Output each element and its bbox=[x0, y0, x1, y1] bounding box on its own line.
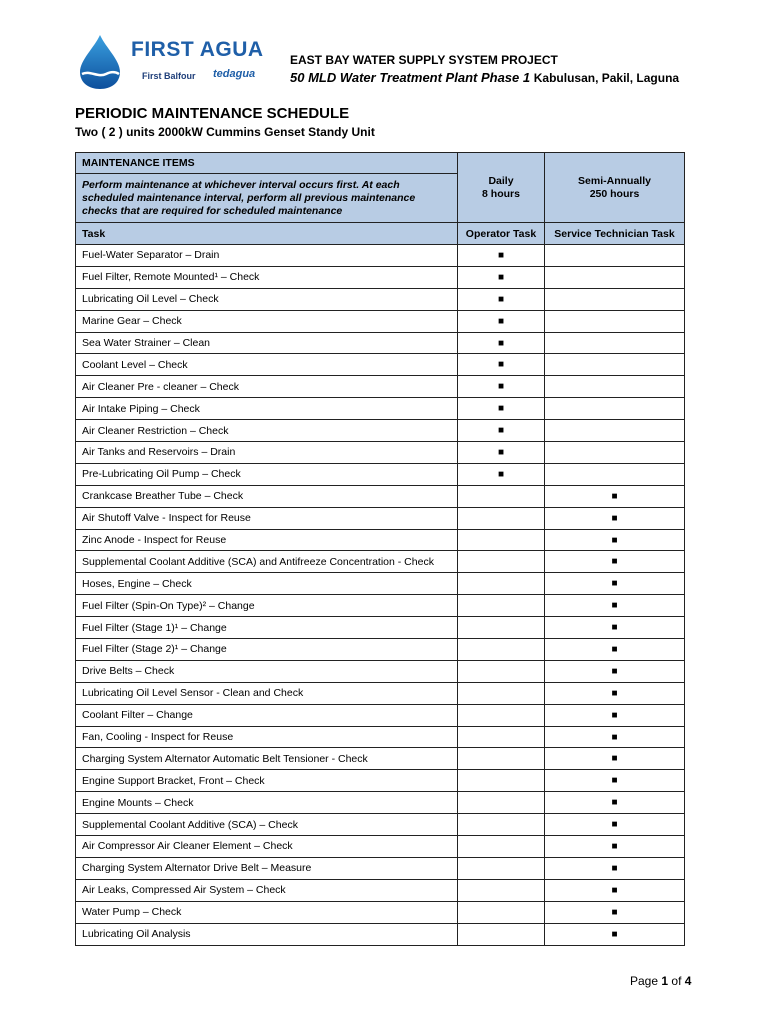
service-technician-cell bbox=[545, 879, 685, 901]
task-cell: Air Leaks, Compressed Air System – Check bbox=[76, 879, 458, 901]
operator-task-cell bbox=[458, 923, 545, 945]
project-subtitle bbox=[290, 70, 679, 85]
logo-partner-tedagua: tedagua bbox=[213, 68, 256, 80]
task-cell: Lubricating Oil Level Sensor - Clean and Check bbox=[76, 682, 458, 704]
service-technician-cell bbox=[545, 485, 685, 507]
checkmark-square-icon: ■ bbox=[497, 381, 505, 393]
service-technician-cell bbox=[545, 770, 685, 792]
task-cell: Lubricating Oil Level – Check bbox=[76, 288, 458, 310]
checkmark-square-icon: ■ bbox=[497, 293, 505, 305]
table-row bbox=[76, 770, 685, 792]
interval-daily-label: Daily bbox=[488, 174, 514, 187]
checkmark-square-icon: ■ bbox=[611, 862, 618, 874]
task-cell: Air Cleaner Restriction – Check bbox=[76, 420, 458, 442]
table-row bbox=[76, 310, 685, 332]
checkmark-square-icon: ■ bbox=[497, 446, 505, 458]
table-row bbox=[76, 529, 685, 551]
operator-task-cell bbox=[458, 792, 545, 814]
section-title-cell: MAINTENANCE ITEMS bbox=[76, 153, 458, 174]
service-technician-cell bbox=[545, 923, 685, 945]
operator-task-cell bbox=[458, 704, 545, 726]
checkmark-square-icon: ■ bbox=[611, 600, 618, 612]
operator-task-cell bbox=[458, 288, 545, 310]
interval-daily-hours: 8 hours bbox=[482, 187, 520, 200]
table-row bbox=[76, 485, 685, 507]
operator-task-cell bbox=[458, 463, 545, 485]
service-technician-cell bbox=[545, 420, 685, 442]
task-cell: Hoses, Engine – Check bbox=[76, 573, 458, 595]
company-logo bbox=[76, 34, 276, 94]
task-cell: Engine Support Bracket, Front – Check bbox=[76, 770, 458, 792]
interval-semiannual-hours: 250 hours bbox=[589, 187, 640, 200]
task-cell: Fuel Filter (Spin-On Type)² – Change bbox=[76, 595, 458, 617]
service-technician-cell bbox=[545, 288, 685, 310]
operator-task-column-header: Operator Task bbox=[458, 223, 545, 245]
operator-task-cell bbox=[458, 529, 545, 551]
interval-daily-header bbox=[458, 153, 545, 223]
service-technician-cell bbox=[545, 463, 685, 485]
table-row bbox=[76, 354, 685, 376]
task-cell: Air Intake Piping – Check bbox=[76, 398, 458, 420]
task-cell: Fan, Cooling - Inspect for Reuse bbox=[76, 726, 458, 748]
checkmark-square-icon: ■ bbox=[611, 819, 618, 831]
page-current: 1 bbox=[661, 974, 669, 988]
table-row bbox=[76, 442, 685, 464]
table-row bbox=[76, 288, 685, 310]
task-cell: Charging System Alternator Drive Belt – Measure bbox=[76, 857, 458, 879]
service-technician-cell bbox=[545, 639, 685, 661]
service-technician-column-header: Service Technician Task bbox=[545, 223, 685, 245]
table-row bbox=[76, 245, 685, 267]
service-technician-cell bbox=[545, 792, 685, 814]
operator-task-cell bbox=[458, 266, 545, 288]
operator-task-cell bbox=[458, 376, 545, 398]
service-technician-cell bbox=[545, 595, 685, 617]
checkmark-square-icon: ■ bbox=[611, 687, 618, 699]
operator-task-cell bbox=[458, 617, 545, 639]
operator-task-cell bbox=[458, 245, 545, 267]
task-cell: Fuel Filter (Stage 2)¹ – Change bbox=[76, 639, 458, 661]
checkmark-square-icon: ■ bbox=[611, 906, 618, 918]
table-row bbox=[76, 704, 685, 726]
checkmark-square-icon: ■ bbox=[497, 425, 505, 437]
checkmark-square-icon: ■ bbox=[497, 403, 505, 415]
service-technician-cell bbox=[545, 682, 685, 704]
operator-task-cell bbox=[458, 660, 545, 682]
service-technician-cell bbox=[545, 704, 685, 726]
table-row bbox=[76, 376, 685, 398]
table-row bbox=[76, 595, 685, 617]
service-technician-cell bbox=[545, 245, 685, 267]
checkmark-square-icon: ■ bbox=[497, 359, 505, 371]
project-title: EAST BAY WATER SUPPLY SYSTEM PROJECT bbox=[290, 53, 558, 67]
operator-task-cell bbox=[458, 814, 545, 836]
operator-task-cell bbox=[458, 485, 545, 507]
task-cell: Lubricating Oil Analysis bbox=[76, 923, 458, 945]
table-row bbox=[76, 507, 685, 529]
interval-semiannual-label: Semi-Annually bbox=[578, 174, 651, 187]
service-technician-cell bbox=[545, 857, 685, 879]
table-row bbox=[76, 420, 685, 442]
logo-partner-first-balfour: First Balfour bbox=[142, 71, 196, 81]
checkmark-square-icon: ■ bbox=[611, 622, 618, 634]
checkmark-square-icon: ■ bbox=[611, 490, 618, 502]
task-cell: Marine Gear – Check bbox=[76, 310, 458, 332]
service-technician-cell bbox=[545, 529, 685, 551]
plant-location: Kabulusan, Pakil, Laguna bbox=[533, 71, 680, 85]
table-row bbox=[76, 748, 685, 770]
task-cell: Drive Belts – Check bbox=[76, 660, 458, 682]
operator-task-cell bbox=[458, 573, 545, 595]
table-row bbox=[76, 398, 685, 420]
operator-task-cell bbox=[458, 748, 545, 770]
task-cell: Fuel Filter, Remote Mounted¹ – Check bbox=[76, 266, 458, 288]
operator-task-cell bbox=[458, 770, 545, 792]
task-cell: Air Compressor Air Cleaner Element – Check bbox=[76, 836, 458, 858]
service-technician-cell bbox=[545, 442, 685, 464]
table-row bbox=[76, 551, 685, 573]
task-cell: Supplemental Coolant Additive (SCA) and Antifreeze Concentration - Check bbox=[76, 551, 458, 573]
checkmark-square-icon: ■ bbox=[611, 512, 618, 524]
checkmark-square-icon: ■ bbox=[611, 840, 618, 852]
table-row bbox=[76, 573, 685, 595]
checkmark-square-icon: ■ bbox=[611, 884, 618, 896]
task-cell: Air Cleaner Pre - cleaner – Check bbox=[76, 376, 458, 398]
operator-task-cell bbox=[458, 551, 545, 573]
task-column-header: Task bbox=[76, 223, 458, 245]
task-cell: Pre-Lubricating Oil Pump – Check bbox=[76, 463, 458, 485]
logo-name: FIRST AGUA bbox=[131, 38, 264, 61]
water-drop-icon bbox=[76, 34, 124, 90]
checkmark-square-icon: ■ bbox=[611, 643, 618, 655]
maintenance-schedule-table bbox=[75, 152, 685, 946]
checkmark-square-icon: ■ bbox=[611, 753, 618, 765]
checkmark-square-icon: ■ bbox=[611, 709, 618, 721]
task-cell: Fuel Filter (Stage 1)¹ – Change bbox=[76, 617, 458, 639]
page-number bbox=[630, 974, 691, 988]
service-technician-cell bbox=[545, 551, 685, 573]
task-cell: Supplemental Coolant Additive (SCA) – Check bbox=[76, 814, 458, 836]
service-technician-cell bbox=[545, 660, 685, 682]
page-label: Page bbox=[630, 974, 659, 988]
checkmark-square-icon: ■ bbox=[497, 315, 505, 327]
task-cell: Water Pump – Check bbox=[76, 901, 458, 923]
task-cell: Sea Water Strainer – Clean bbox=[76, 332, 458, 354]
checkmark-square-icon: ■ bbox=[497, 337, 505, 349]
operator-task-cell bbox=[458, 836, 545, 858]
schedule-rows bbox=[76, 245, 685, 946]
checkmark-square-icon: ■ bbox=[497, 271, 505, 283]
table-row bbox=[76, 879, 685, 901]
service-technician-cell bbox=[545, 748, 685, 770]
operator-task-cell bbox=[458, 726, 545, 748]
service-technician-cell bbox=[545, 726, 685, 748]
task-cell: Air Tanks and Reservoirs – Drain bbox=[76, 442, 458, 464]
operator-task-cell bbox=[458, 507, 545, 529]
operator-task-cell bbox=[458, 857, 545, 879]
task-cell: Fuel-Water Separator – Drain bbox=[76, 245, 458, 267]
operator-task-cell bbox=[458, 442, 545, 464]
operator-task-cell bbox=[458, 639, 545, 661]
operator-task-cell bbox=[458, 332, 545, 354]
task-cell: Coolant Level – Check bbox=[76, 354, 458, 376]
page-total: 4 bbox=[684, 974, 692, 988]
service-technician-cell bbox=[545, 507, 685, 529]
service-technician-cell bbox=[545, 376, 685, 398]
table-row bbox=[76, 857, 685, 879]
operator-task-cell bbox=[458, 310, 545, 332]
task-cell: Air Shutoff Valve - Inspect for Reuse bbox=[76, 507, 458, 529]
operator-task-cell bbox=[458, 354, 545, 376]
table-row bbox=[76, 617, 685, 639]
service-technician-cell bbox=[545, 398, 685, 420]
interval-semiannual-header bbox=[545, 153, 685, 223]
table-row bbox=[76, 901, 685, 923]
checkmark-square-icon: ■ bbox=[611, 928, 618, 940]
task-cell: Crankcase Breather Tube – Check bbox=[76, 485, 458, 507]
task-cell: Coolant Filter – Change bbox=[76, 704, 458, 726]
table-row bbox=[76, 639, 685, 661]
operator-task-cell bbox=[458, 879, 545, 901]
service-technician-cell bbox=[545, 814, 685, 836]
service-technician-cell bbox=[545, 354, 685, 376]
table-row bbox=[76, 660, 685, 682]
plant-name: 50 MLD Water Treatment Plant Phase 1 bbox=[290, 70, 531, 85]
table-row bbox=[76, 266, 685, 288]
checkmark-square-icon: ■ bbox=[611, 556, 618, 568]
checkmark-square-icon: ■ bbox=[611, 578, 618, 590]
maintenance-note-cell: Perform maintenance at whichever interval occurs first. At each scheduled maintenance interval, perform all previous maintenance checks that are required for scheduled maintenance bbox=[76, 174, 458, 223]
service-technician-cell bbox=[545, 836, 685, 858]
document-title: PERIODIC MAINTENANCE SCHEDULE bbox=[75, 105, 350, 122]
page-of-label: of bbox=[671, 974, 682, 988]
service-technician-cell bbox=[545, 266, 685, 288]
checkmark-square-icon: ■ bbox=[611, 775, 618, 787]
operator-task-cell bbox=[458, 682, 545, 704]
service-technician-cell bbox=[545, 310, 685, 332]
checkmark-square-icon: ■ bbox=[611, 797, 618, 809]
operator-task-cell bbox=[458, 901, 545, 923]
table-row bbox=[76, 332, 685, 354]
table-row bbox=[76, 792, 685, 814]
table-row bbox=[76, 682, 685, 704]
service-technician-cell bbox=[545, 617, 685, 639]
document-subtitle: Two ( 2 ) units 2000kW Cummins Genset Standy Unit bbox=[75, 125, 375, 139]
table-row bbox=[76, 923, 685, 945]
task-cell: Charging System Alternator Automatic Belt Tensioner - Check bbox=[76, 748, 458, 770]
checkmark-square-icon: ■ bbox=[497, 468, 505, 480]
service-technician-cell bbox=[545, 573, 685, 595]
service-technician-cell bbox=[545, 332, 685, 354]
task-cell: Engine Mounts – Check bbox=[76, 792, 458, 814]
checkmark-square-icon: ■ bbox=[611, 534, 618, 546]
checkmark-square-icon: ■ bbox=[497, 249, 505, 261]
checkmark-square-icon: ■ bbox=[611, 665, 618, 677]
table-row bbox=[76, 463, 685, 485]
table-row bbox=[76, 726, 685, 748]
checkmark-square-icon: ■ bbox=[611, 731, 618, 743]
table-row bbox=[76, 836, 685, 858]
task-cell: Zinc Anode - Inspect for Reuse bbox=[76, 529, 458, 551]
operator-task-cell bbox=[458, 420, 545, 442]
operator-task-cell bbox=[458, 398, 545, 420]
service-technician-cell bbox=[545, 901, 685, 923]
table-row bbox=[76, 814, 685, 836]
operator-task-cell bbox=[458, 595, 545, 617]
